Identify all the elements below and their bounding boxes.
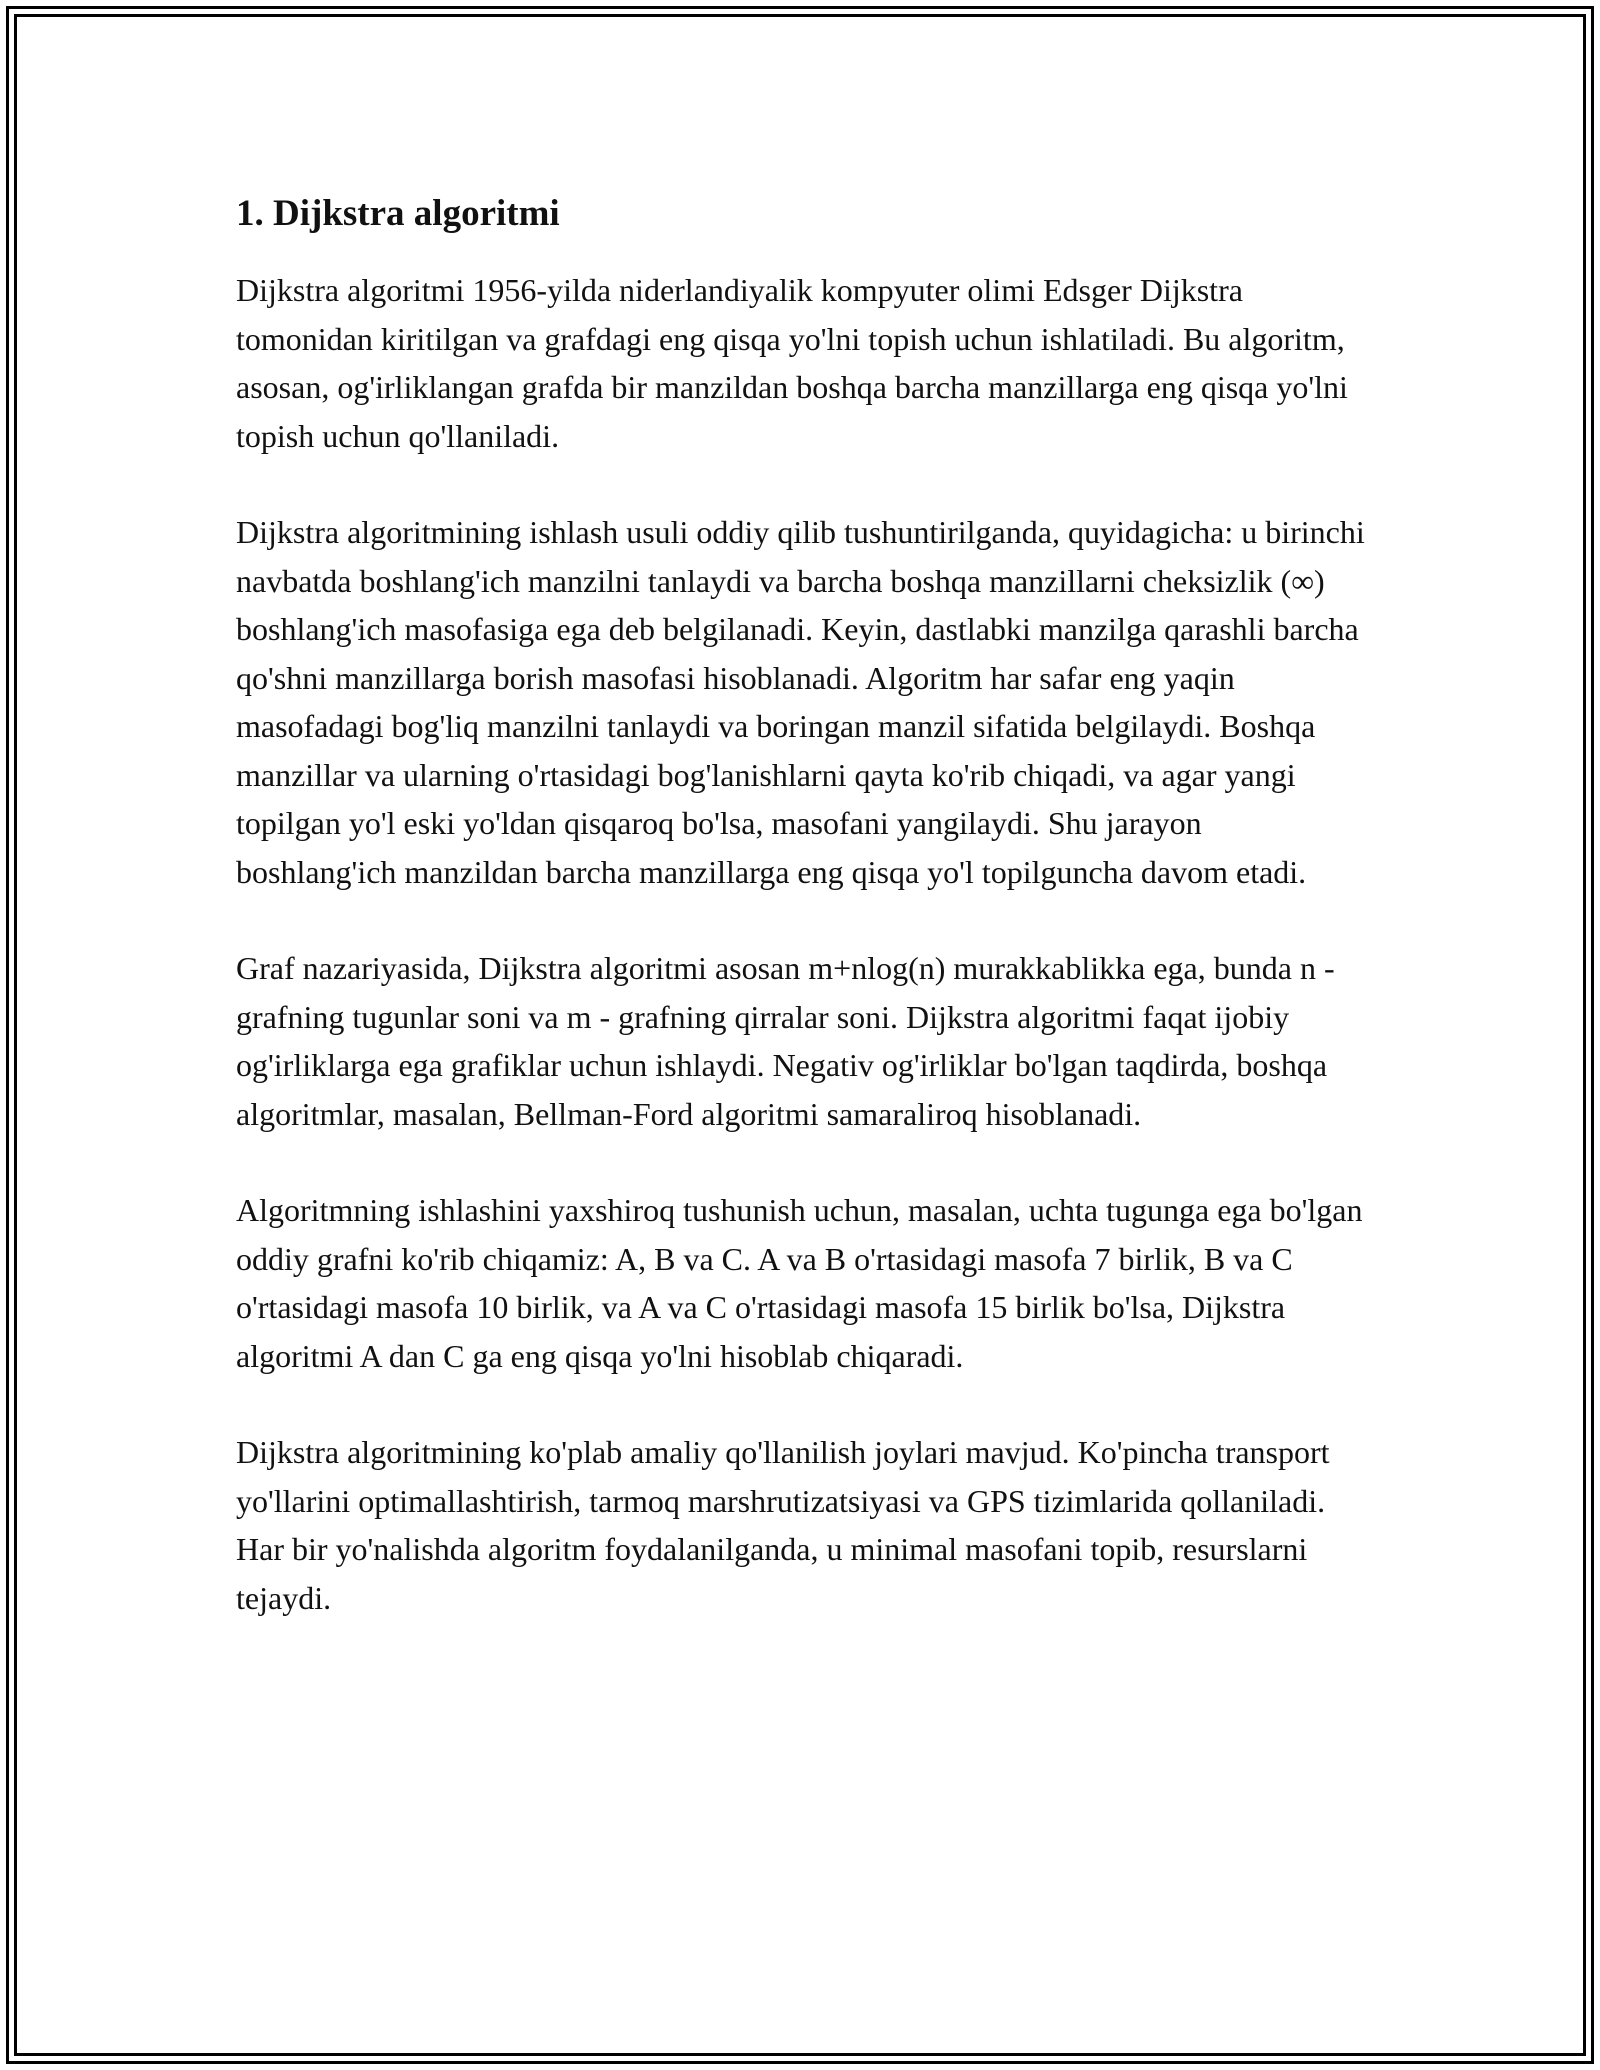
paragraph-example: Algoritmning ishlashini yaxshiroq tushunish uchun, masalan, uchta tugunga ega bo'lgan oddiy grafni ko'rib chiqamiz: A, B va C. A va B o'rtasidagi masofa 7 birlik, B va C o'rtasidagi masofa 10 birlik, va A va C o'rtasidagi masofa 15 birlik bo'lsa, Dijkstra algoritmi A dan C ga eng qisqa yo'lni hisoblab chiqaradi. [236, 1192, 1363, 1374]
section-title: 1. Dijkstra algoritmi [236, 193, 560, 234]
paragraph-how-it-works: Dijkstra algoritmining ishlash usuli oddiy qilib tushuntirilganda, quyidagicha: u birinchi navbatda boshlang'ich manzilni tanlaydi va barcha boshqa manzillarni cheksizlik (∞) boshlang'ich masofasiga ega deb belgilanadi. Keyin, dastlabki manzilga qarashli barcha qo'shni manzillarga borish masofasi hisoblanadi. Algoritm har safar eng yaqin masofadagi bog'liq manzilni tanlaydi va boringan manzil sifatida belgilaydi. Boshqa manzillar va ularning o'rtasidagi bog'lanishlarni qayta ko'rib chiqadi, va agar yangi topilgan yo'l eski yo'ldan qisqaroq bo'lsa, masofani yangilaydi. Shu jarayon boshlang'ich manzildan barcha manzillarga eng qisqa yo'l topilguncha davom etadi. [236, 514, 1365, 890]
paragraph-applications: Dijkstra algoritmining ko'plab amaliy qo'llanilish joylari mavjud. Ko'pincha transport yo'llarini optimallashtirish, tarmoq marshrutizatsiyasi va GPS tizimlarida qollaniladi. Har bir yo'nalishda algoritm foydalanilganda, u minimal masofani topib, resurslarni tejaydi. [236, 1434, 1330, 1616]
paragraph-introduction: Dijkstra algoritmi 1956-yilda niderlandiyalik kompyuter olimi Edsger Dijkstra tomonidan kiritilgan va grafdagi eng qisqa yo'lni topish uchun ishlatiladi. Bu algoritm, asosan, og'irliklangan grafda bir manzildan boshqa barcha manzillarga eng qisqa yo'lni topish uchun qo'llaniladi. [236, 272, 1348, 454]
document-body [236, 184, 1366, 1670]
paragraph-complexity: Graf nazariyasida, Dijkstra algoritmi asosan m+nlog(n) murakkablikka ega, bunda n - grafning tugunlar soni va m - grafning qirralar soni. Dijkstra algoritmi faqat ijobiy og'irliklarga ega grafiklar uchun ishlaydi. Negativ og'irliklar bo'lgan taqdirda, boshqa algoritmlar, masalan, Bellman-Ford algoritmi samaraliroq hisoblanadi. [236, 950, 1335, 1132]
